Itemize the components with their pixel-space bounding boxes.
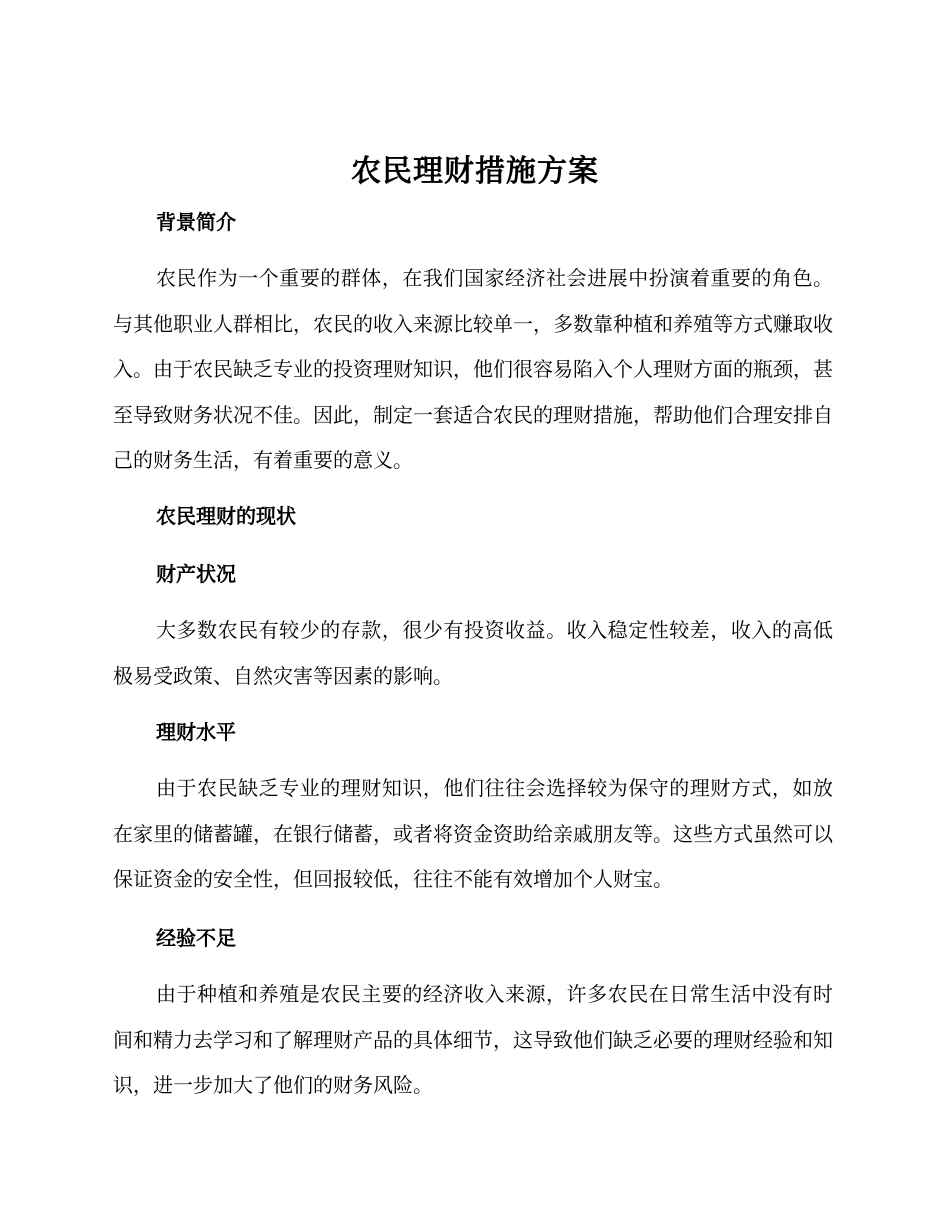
- section-paragraph-assets: 大多数农民有较少的存款，很少有投资收益。收入稳定性较差，收入的高低极易受政策、自然灾害等因素的影响。: [113, 618, 833, 688]
- section-heading-background: 背景简介: [156, 210, 236, 234]
- section-heading-experience: 经验不足: [156, 926, 236, 950]
- section-paragraph-experience: 由于种植和养殖是农民主要的经济收入来源，许多农民在日常生活中没有时间和精力去学习和了解理财产品的具体细节，这导致他们缺乏必要的理财经验和知识，进一步加大了他们的财务风险。: [113, 982, 833, 1098]
- section-paragraph-background: 农民作为一个重要的群体，在我们国家经济社会进展中扮演着重要的角色。与其他职业人群相比，农民的收入来源比较单一，多数靠种植和养殖等方式赚取收入。由于农民缺乏专业的投资理财知识，他们很容易陷入个人理财方面的瓶颈，甚至导致财务状况不佳。因此，制定一套适合农民的理财措施，帮助他们合理安排自己的财务生活，有着重要的意义。: [113, 266, 833, 473]
- section-heading-status: 农民理财的现状: [156, 504, 296, 528]
- section-paragraph-level: 由于农民缺乏专业的理财知识，他们往往会选择较为保守的理财方式，如放在家里的储蓄罐，在银行储蓄，或者将资金资助给亲戚朋友等。这些方式虽然可以保证资金的安全性，但回报较低，往往不能有效增加个人财宝。: [113, 776, 833, 892]
- section-heading-level: 理财水平: [156, 720, 236, 744]
- section-heading-assets: 财产状况: [156, 562, 236, 586]
- page-title: 农民理财措施方案: [351, 154, 599, 189]
